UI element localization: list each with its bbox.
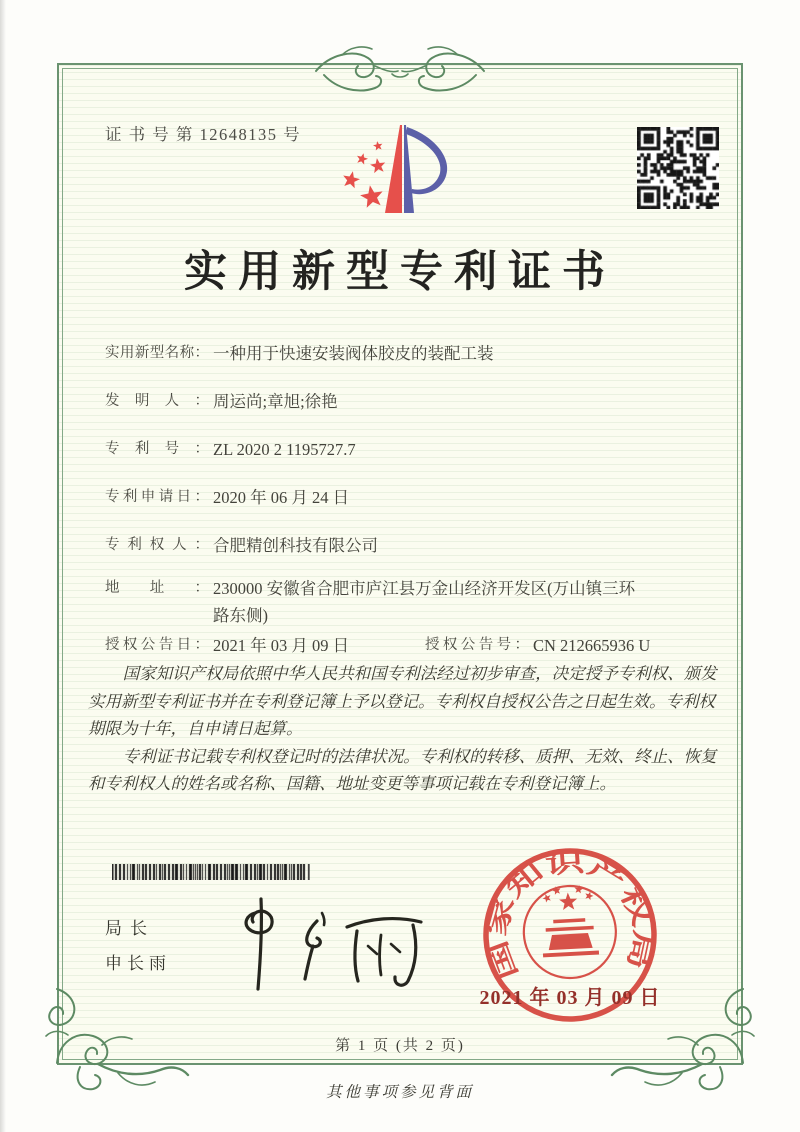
seal-arc-text: 国家知识产权局	[481, 848, 659, 984]
legal-text	[88, 660, 718, 798]
qr-code	[637, 127, 719, 209]
certificate-title: 实用新型专利证书	[184, 249, 616, 296]
field-label: 专利权人：	[105, 537, 209, 553]
field-value: 合肥精创科技有限公司	[213, 536, 378, 555]
field-row-patentee	[105, 532, 711, 559]
page-number: 第 1 页 (共 2 页)	[335, 1038, 465, 1054]
field-row-name	[105, 340, 711, 367]
field-value: CN 212665936 U	[533, 636, 651, 655]
page-edge-shadow	[0, 0, 6, 1132]
field-value: 2020 年 06 月 24 日	[213, 488, 350, 507]
field-row-patent-no	[105, 436, 711, 463]
top-flourish-ornament	[280, 44, 520, 104]
field-row-inventor	[105, 388, 711, 415]
field-label: 授权公告号：	[425, 637, 529, 653]
field-row-grant	[105, 632, 711, 659]
barcode	[112, 864, 310, 880]
director-signature	[225, 891, 430, 996]
certificate-number: 证 书 号 第 12648135 号	[105, 125, 302, 144]
national-emblem-icon	[521, 883, 618, 980]
field-label: 地址：	[105, 580, 209, 596]
signer-name: 申长雨	[105, 954, 171, 973]
legal-paragraph-1: 国家知识产权局依照中华人民共和国专利法经过初步审查，决定授予专利权、颁发实用新型专利证书并在专利登记簿上予以登记。专利权自授权公告之日起生效。专利权期限为十年，自申请日起算。	[88, 664, 717, 738]
field-value: 2021 年 03 月 09 日	[213, 636, 350, 655]
field-value: 周运尚;章旭;徐艳	[213, 392, 338, 411]
field-value: 230000 安徽省合肥市庐江县万金山经济开发区(万山镇三环路东侧)	[213, 579, 636, 625]
certificate-fields	[105, 340, 711, 680]
back-side-note: 其他事项参见背面	[325, 1084, 474, 1101]
cnipa-logo-icon	[338, 113, 468, 238]
field-row-address	[105, 575, 711, 629]
field-row-filing-date	[105, 484, 711, 511]
logo-stars	[343, 141, 385, 208]
field-value: 一种用于快速安装阀体胶皮的装配工装	[213, 344, 494, 363]
seal-date: 2021 年 03 月 09 日	[479, 987, 661, 1009]
signer-title: 局长	[105, 919, 155, 938]
field-value: ZL 2020 2 1195727.7	[213, 440, 356, 459]
legal-paragraph-2: 专利证书记载专利权登记时的法律状况。专利权的转移、质押、无效、终止、恢复和专利权人的姓名或名称、国籍、地址变更等事项记载在专利登记簿上。	[88, 746, 717, 793]
field-label: 实用新型名称：	[105, 345, 209, 361]
field-label: 发明人：	[105, 393, 209, 409]
field-label: 专利申请日：	[105, 489, 209, 505]
field-label: 授权公告日：	[105, 637, 209, 653]
field-label: 专利号：	[105, 441, 209, 457]
svg-text:国家知识产权局	[478, 844, 661, 984]
